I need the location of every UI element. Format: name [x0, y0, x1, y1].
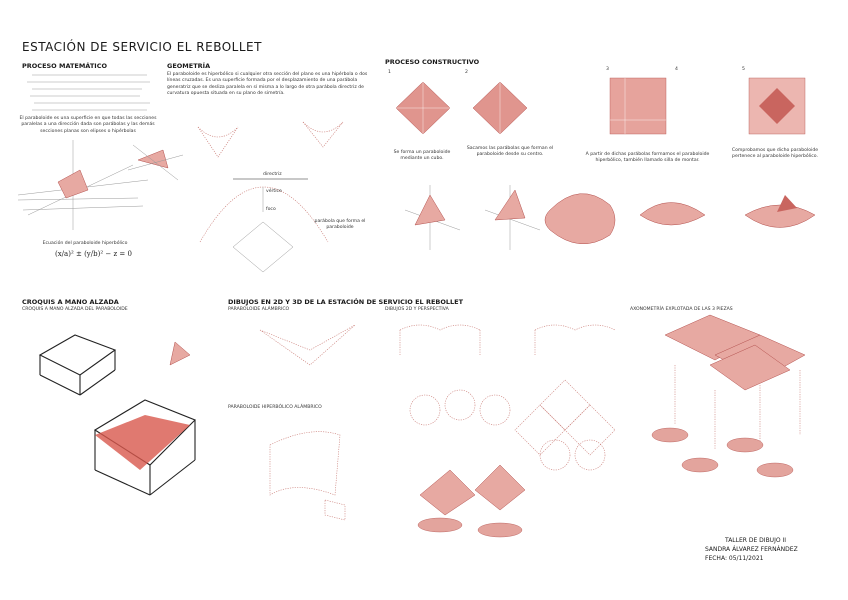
equation: (x/a)² ± (y/b)² − z = 0: [55, 250, 132, 258]
sketch-heading: CROQUIS A MANO ALZADA: [22, 298, 119, 306]
hand-sketch-drawings: [30, 320, 220, 500]
drawings-sub-hiperbolico: PARABOLOIDE HIPERBÓLICO ALÁMBRICO: [228, 405, 322, 410]
equation-caption: Ecuación del paraboloide hiperbólico: [42, 241, 128, 246]
wireframe-paraboloids: [250, 315, 370, 525]
credits-author: SANDRA ÁLVAREZ FERNÁNDEZ: [705, 546, 798, 553]
process-caption-1: Se forma un paraboloide mediante un cubo.: [393, 150, 451, 162]
credits-course: TALLER DE DIBUJO II: [725, 537, 787, 544]
label-parabola: parábola que forma el paraboloide: [314, 219, 366, 231]
exploded-axonometry: [650, 315, 830, 500]
step-number-2: 2: [465, 70, 468, 75]
drawings-sub-alambrico: PARABOLOIDE ALÁMBRICO: [228, 307, 290, 312]
geometry-heading: GEOMETRÍA: [167, 62, 211, 70]
elevations-and-plan: [395, 320, 625, 555]
sketch-subheading: CROQUIS A MANO ALZADA DEL PARABOLOIDE: [22, 307, 128, 312]
math-formulas: [22, 70, 152, 115]
paraboloid-3d-plot: [18, 140, 198, 235]
step-number-4: 4: [675, 67, 678, 72]
process-caption-2: Sacamos las parábolas que forman el paraboloide desde su centro.: [466, 146, 554, 158]
step-number-5: 5: [742, 67, 745, 72]
geometry-description: El paraboloide es hiperbólico si cualquier otra sección del plano es una hipérbola o dos líneas cruzadas. Es una superficie formada por el desplazamiento de una parábola generatriz que se desliza paralela en sí misma a lo largo de otra parábola directriz de curvatura opuesta situada en su plano de simetría.: [167, 72, 368, 97]
label-directriz: directriz: [263, 172, 282, 177]
step-number-1: 1: [388, 70, 391, 75]
label-vertice: vértice: [266, 189, 282, 194]
page-title: ESTACIÓN DE SERVICIO EL REBOLLET: [22, 40, 262, 54]
process-caption-4: Comprobamos que dicho paraboloide pertenece al paraboloide hiperbólico.: [731, 148, 819, 160]
drawings-heading: DIBUJOS EN 2D Y 3D DE LA ESTACIÓN DE SERVICIO EL REBOLLET: [228, 298, 464, 306]
drawings-sub-axo: AXONOMETRÍA EXPLOTADA DE LAS 3 PIEZAS: [630, 307, 733, 312]
process-caption-3: A partir de dichas parábolas formamos el paraboloide hiperbólico, también llamado silla de montar.: [585, 152, 710, 164]
paraboloid-saddles: [385, 180, 835, 260]
label-foco: foco: [266, 207, 276, 212]
credits-block: [705, 536, 798, 563]
credits-date: FECHA: 05/11/2021: [705, 555, 764, 562]
process-heading: PROCESO CONSTRUCTIVO: [385, 58, 480, 66]
math-heading: PROCESO MATEMÁTICO: [22, 62, 107, 70]
math-description: El paraboloide es una superficie en que todas las secciones paralelas a una dirección dada son parábolas y las demás secciones planas son elipses o hipérbolas: [19, 116, 157, 134]
step-number-3: 3: [606, 67, 609, 72]
process-step-diagrams: [385, 70, 835, 150]
drawings-sub-2d: DIBUJOS 2D Y PERSPECTIVA: [385, 307, 449, 312]
